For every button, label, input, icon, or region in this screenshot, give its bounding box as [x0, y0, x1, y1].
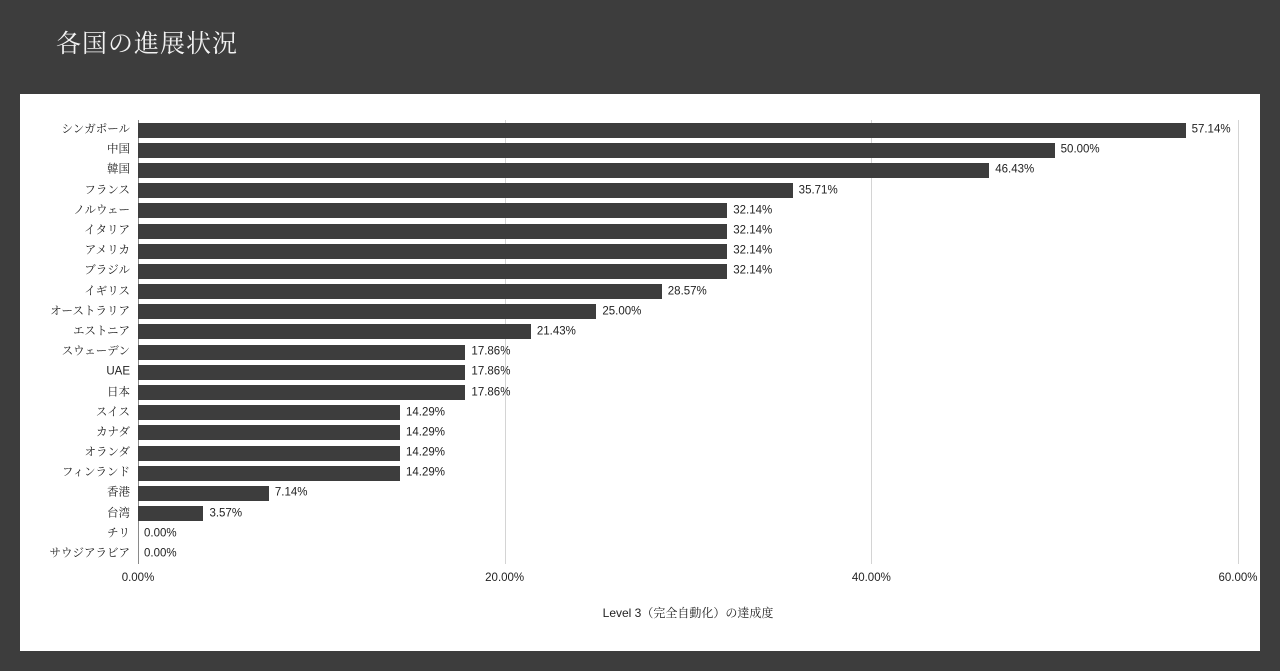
bar-row [49, 544, 1238, 564]
bar-value-label: 25.00% [602, 305, 642, 318]
chart-card [20, 94, 1260, 651]
bar [138, 203, 727, 218]
chart-area [20, 94, 1260, 651]
bar [138, 446, 400, 461]
bar [138, 183, 793, 198]
category-label: サウジアラビア [49, 547, 130, 560]
bar-value-label: 32.14% [733, 204, 773, 217]
x-axis-label: Level 3（完全自動化）の達成度 [602, 606, 774, 621]
bar-row [61, 463, 1238, 483]
bar-row [107, 382, 1238, 402]
bar-row [84, 282, 1238, 302]
category-label: スウェーデン [61, 345, 130, 358]
bar-value-label: 57.14% [1191, 123, 1231, 136]
category-label: ノルウェー [73, 204, 130, 217]
category-label: オランダ [84, 446, 130, 459]
bar [138, 244, 727, 259]
bar [138, 304, 596, 319]
category-label: カナダ [96, 426, 130, 439]
bar-row [95, 403, 1238, 423]
category-label: 韓国 [107, 163, 130, 176]
bar-value-label: 14.29% [405, 446, 445, 459]
bar-value-label: 17.86% [471, 365, 511, 378]
bar-row [107, 160, 1238, 180]
category-label: アメリカ [84, 244, 130, 257]
bar-value-label: 14.29% [405, 466, 445, 479]
bar-value-label: 32.14% [733, 224, 773, 237]
bar-value-label: 46.43% [995, 163, 1035, 176]
bar [138, 224, 727, 239]
bar [138, 506, 203, 521]
bar [138, 163, 989, 178]
bar [138, 143, 1055, 158]
category-label: シンガポール [61, 123, 130, 136]
bar-row [84, 443, 1238, 463]
category-label: 香港 [107, 486, 130, 499]
category-label: チリ [107, 527, 130, 540]
bar-value-label: 32.14% [733, 264, 773, 277]
bar-value-label: 35.71% [798, 183, 838, 196]
x-tick-label: 0.00% [121, 572, 155, 585]
bar-row [73, 201, 1238, 221]
category-label: 台湾 [107, 506, 130, 519]
bar [138, 486, 269, 501]
bar-value-label: 50.00% [1060, 143, 1100, 156]
bar-value-label: 17.86% [471, 345, 511, 358]
bar-row [107, 524, 1238, 544]
category-label: フランス [84, 183, 130, 196]
category-label: イギリス [84, 284, 130, 297]
bar-row [84, 241, 1238, 261]
category-label: イタリア [84, 224, 130, 237]
bar-value-label: 14.29% [405, 405, 445, 418]
bar-row [107, 483, 1238, 503]
bar-row [61, 120, 1238, 140]
bar-row [61, 342, 1238, 362]
category-label: 中国 [107, 143, 130, 156]
bar-value-label: 32.14% [733, 244, 773, 257]
category-label: UAE [106, 365, 130, 378]
category-label: オーストラリア [50, 305, 130, 318]
bar-row [107, 140, 1238, 160]
plot-region [49, 120, 1258, 665]
x-tick-label: 20.00% [485, 572, 525, 585]
bar-row [106, 362, 1238, 382]
bar [138, 365, 465, 380]
bar-value-label: 14.29% [405, 426, 445, 439]
bar-value-label: 7.14% [274, 486, 308, 499]
bar-value-label: 21.43% [536, 325, 576, 338]
x-tick-label: 40.00% [851, 572, 891, 585]
bar-row [107, 504, 1238, 524]
bar [138, 405, 400, 420]
category-label: フィンランド [61, 466, 130, 479]
bar-value-label: 17.86% [471, 385, 511, 398]
category-label: スイス [95, 405, 130, 418]
category-label: エストニア [72, 325, 130, 338]
bar-row [72, 322, 1238, 342]
bar [138, 123, 1186, 138]
bar-row [84, 261, 1238, 281]
category-label: 日本 [107, 385, 130, 398]
bar-value-label: 0.00% [144, 547, 177, 560]
bar [138, 324, 531, 339]
bar-row [84, 181, 1238, 201]
bar-value-label: 28.57% [667, 284, 707, 297]
gridline [1238, 120, 1239, 564]
bar [138, 425, 400, 440]
bar [138, 345, 465, 360]
category-label: ブラジル [84, 264, 130, 277]
bar [138, 385, 465, 400]
bar-rows [49, 120, 1238, 564]
bar-value-label: 3.57% [209, 506, 243, 519]
page-title: 各国の進展状況 [56, 30, 239, 58]
bar [138, 264, 727, 279]
bar [138, 284, 662, 299]
bar-row [84, 221, 1238, 241]
bar-row [50, 302, 1238, 322]
x-tick-label: 60.00% [1218, 572, 1258, 585]
bar-row [96, 423, 1238, 443]
bar [138, 466, 400, 481]
bar-value-label: 0.00% [144, 527, 177, 540]
